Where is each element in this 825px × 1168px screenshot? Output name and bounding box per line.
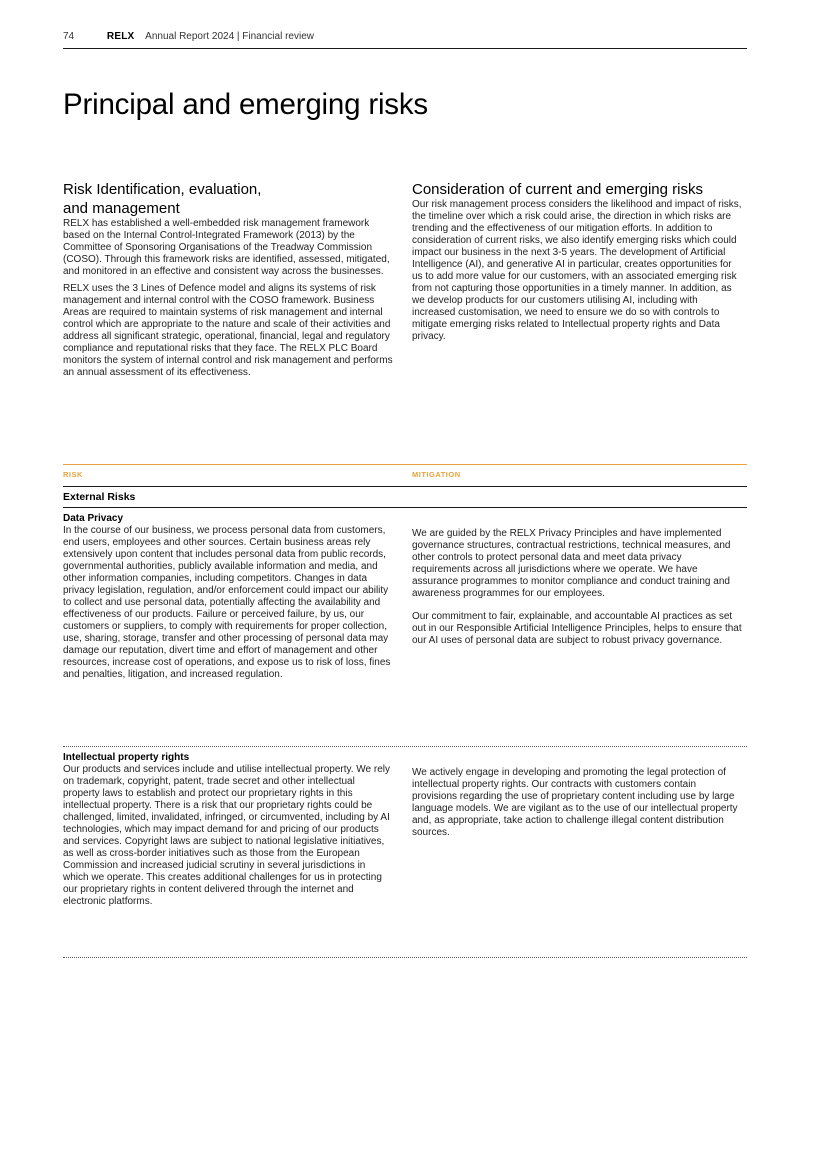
risk-description: In the course of our business, we process personal data from customers, end users, employees and other sources. Certain business areas rely extensively upon content that includes personal data from public records, governmental authorities, publicly available information and media, and other information companies, including competitors. Changes in data privacy legislation, regulation, and/or enforcement could impact our ability to collect and use personal data, potentially affecting the availability and effectiveness of our products. Failure or perceived failure, by us, our customers or suppliers, to comply with requirements for proper collection, use, sharing, storage, transfer and other processing of personal data may damage our reputation, divert time and effort of management and other resources, increase cost of operations, and expose us to risk of loss, fines and penalties, litigation, and increased regulation. bbox=[63, 525, 391, 680]
section-heading-line1: Risk Identification, evaluation, bbox=[63, 181, 262, 198]
mitigation-intellectual-property bbox=[412, 767, 742, 839]
row-divider bbox=[63, 957, 747, 958]
page-header bbox=[63, 31, 747, 49]
column-header-mitigation: MITIGATION bbox=[412, 470, 461, 479]
section-heading: Consideration of current and emerging risks bbox=[412, 181, 703, 198]
mitigation-paragraph: We actively engage in developing and promoting the legal protection of intellectual property rights. Our contracts with customers contain provisions regarding the use of proprietary content including use by large language models. We are vigilant as to the use of our intellectual property and, as appropriate, take action to challenge illegal content distribution sources. bbox=[412, 767, 738, 838]
risk-row-intellectual-property bbox=[63, 752, 393, 908]
section-paragraph: RELX uses the 3 Lines of Defence model and aligns its systems of risk management and internal control with the COSO framework. Business Areas are required to maintain systems of risk management and internal control which are appropriate to the nature and scale of their activities and address all significant strategic, operational, financial, legal and regulatory compliance and reputational risks that they face. The RELX PLC Board monitors the system of internal control and risk management and performs an annual assessment of its effectiveness. bbox=[63, 283, 393, 378]
section-heading bbox=[63, 180, 393, 218]
report-title: Annual Report 2024 | Financial review bbox=[145, 31, 314, 42]
brand-name: RELX bbox=[106, 31, 135, 42]
risk-group-divider bbox=[63, 507, 747, 508]
emerging-risks-section bbox=[412, 180, 742, 343]
mitigation-paragraph: Our commitment to fair, explainable, and accountable AI practices as set out in our Responsible Artificial Intelligence Principles, helps to ensure that our AI uses of personal data are subject to robust privacy governance. bbox=[412, 611, 742, 646]
risk-description: Our products and services include and utilise intellectual property. We rely on trademark, copyright, patent, trade secret and other intellectual property laws to establish and protect our proprietary rights in this intellectual property. There is a risk that our proprietary rights could be challenged, limited, invalidated, infringed, or circumvented, including by AI technologies, which may impact demand for and pricing of our products and services. Copyright laws are subject to national legislative initiatives, as well as cross-border initiatives such as those from the European Commission and increased judicial scrutiny in several jurisdictions in which we operate. This creates additional challenges for us in protecting our proprietary rights in content delivered through the internet and electronic platforms. bbox=[63, 764, 391, 907]
page-number: 74 bbox=[63, 31, 75, 42]
table-header-rule bbox=[63, 464, 747, 465]
section-paragraph: RELX has established a well-embedded risk management framework based on the Internal Control-Integrated Framework (2013) by the Committee of Sponsoring Organisations of the Treadway Commission (COSO). Through this framework risks are identified, assessed, mitigated, and monitored in an effective and consistent way across the businesses. bbox=[63, 218, 390, 277]
column-header-risk: RISK bbox=[63, 470, 83, 479]
risk-row-data-privacy bbox=[63, 513, 393, 681]
header-divider bbox=[63, 48, 747, 49]
section-paragraph: Our risk management process considers the likelihood and impact of risks, the timeline over which a risk could arise, the direction in which risks are trending and the effectiveness of our mitigation efforts. In addition to consideration of current risks, we also identify emerging risks which could impact our business in the next 3-5 years. The development of Artificial Intelligence (AI), and generative AI in particular, creates opportunities for us to add more value for our customers, with an associated emerging risk from not capturing those opportunities in a timely manner. In addition, as we develop products for our customers utilising AI, including with increased customisation, we need to ensure we do so with controls to mitigate emerging risks related to Intellectual property rights and Data privacy. bbox=[412, 199, 742, 342]
page-title: Principal and emerging risks bbox=[63, 88, 428, 121]
risk-group-title: External Risks bbox=[63, 491, 136, 503]
risk-title: Data Privacy bbox=[63, 513, 124, 524]
risk-title: Intellectual property rights bbox=[63, 752, 190, 763]
mitigation-paragraph: We are guided by the RELX Privacy Principles and have implemented governance structures, contractual restrictions, technical measures, and other controls to protect personal data and meet data privacy requirements across all jurisdictions where we operate. We have assurance programmes to monitor compliance and conduct training and awareness programmes for our employees. bbox=[412, 528, 731, 599]
section-heading-line2: and management bbox=[63, 200, 180, 217]
row-divider bbox=[63, 746, 747, 747]
mitigation-data-privacy bbox=[412, 528, 742, 647]
risk-identification-section bbox=[63, 180, 393, 379]
table-header-divider bbox=[63, 486, 747, 487]
